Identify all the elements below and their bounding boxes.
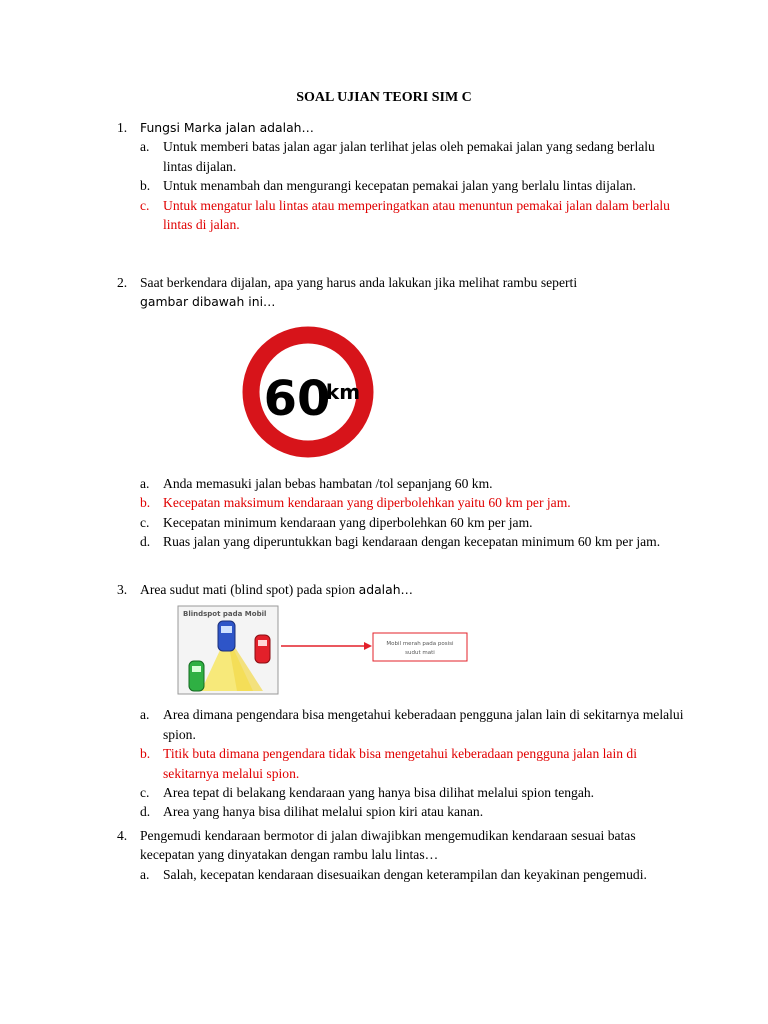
diagram-title: Blindspot pada Mobil	[183, 610, 267, 619]
option-text: Kecepatan maksimum kendaraan yang diperbolehkan yaitu 60 km per jam.	[163, 495, 571, 511]
option-a[interactable]	[140, 705, 687, 744]
option-text: Anda memasuki jalan bebas hambatan /tol sepanjang 60 km.	[163, 475, 493, 491]
option-text: Untuk mengatur lalu lintas atau memperingatkan atau menuntun pemakai jalan dalam berlalu lintas di jalan.	[163, 197, 670, 233]
pointer-arrowhead	[364, 642, 372, 650]
option-b[interactable]	[140, 176, 687, 195]
question-text-part-1: Area sudut mati (blind spot) pada spion	[140, 582, 359, 597]
question-text-part-2: adalah…	[358, 582, 413, 597]
question-text	[140, 273, 687, 312]
option-letter: b.	[140, 746, 151, 762]
diagram-note-line-1: Mobil merah pada posisi	[386, 641, 454, 648]
sign-unit: km	[325, 379, 361, 404]
page-title: SOAL UJIAN TEORI SIM C	[296, 90, 472, 105]
option-text: Area yang hanya bisa dilihat melalui spion kiri atau kanan.	[163, 804, 484, 820]
speed-limit-sign-graphic	[241, 319, 375, 465]
sign-number: 60	[263, 370, 331, 427]
car-red-window	[258, 640, 267, 646]
option-c[interactable]	[140, 783, 687, 802]
option-letter: a.	[140, 139, 150, 155]
option-text: Titik buta dimana pengendara tidak bisa mengetahui keberadaan pengguna jalan lain di sekitarnya melalui spion.	[163, 746, 637, 781]
option-letter: a.	[140, 866, 150, 882]
question-number: 4.	[117, 828, 128, 843]
car-green-window	[192, 666, 201, 672]
option-letter: d.	[140, 804, 151, 820]
option-text: Untuk memberi batas jalan agar jalan terlihat jelas oleh pemakai jalan yang sedang berlalu lintas dijalan.	[163, 139, 655, 174]
question-text-line-1: Saat berkendara dijalan, apa yang harus anda lakukan jika melihat rambu seperti	[140, 275, 578, 290]
option-b-correct[interactable]	[140, 744, 687, 783]
option-letter: b.	[140, 495, 151, 511]
option-letter: a.	[140, 475, 150, 491]
option-a[interactable]	[140, 474, 687, 493]
car-blue-icon	[218, 621, 235, 651]
option-text: Untuk menambah dan mengurangi kecepatan pemakai jalan yang berlalu lintas dijalan.	[163, 178, 636, 194]
option-d[interactable]	[140, 802, 687, 821]
option-a[interactable]	[140, 865, 687, 884]
option-c-correct[interactable]	[140, 196, 687, 235]
speed-limit-sign	[241, 319, 375, 465]
option-text: Ruas jalan yang diperuntukkan bagi kendaraan dengan kecepatan minimum 60 km per jam.	[163, 534, 661, 550]
question-number: 1.	[117, 120, 128, 135]
question-4	[117, 826, 687, 884]
question-2	[117, 273, 687, 551]
car-blue-window	[221, 626, 232, 633]
option-letter: b.	[140, 178, 151, 194]
diagram-note-box	[373, 633, 467, 661]
option-c[interactable]	[140, 513, 687, 532]
question-3	[117, 580, 687, 822]
question-1	[117, 118, 687, 234]
car-green-icon	[189, 661, 204, 691]
question-number: 3.	[117, 582, 128, 597]
option-text: Area tepat di belakang kendaraan yang hanya bisa dilihat melalui spion tengah.	[163, 785, 595, 801]
option-letter: c.	[140, 785, 150, 801]
option-letter: c.	[140, 197, 150, 213]
blindspot-diagram-graphic	[177, 605, 477, 695]
option-d[interactable]	[140, 532, 687, 551]
diagram-note-line-2: sudut mati	[405, 650, 435, 657]
question-number: 2.	[117, 275, 128, 290]
question-text: Pengemudi kendaraan bermotor di jalan diwajibkan mengemudikan kendaraan sesuai batas kecepatan yang dinyatakan dengan rambu lalu lintas…	[140, 828, 636, 863]
option-b-correct[interactable]	[140, 493, 687, 512]
question-text: Fungsi Marka jalan adalah…	[140, 120, 314, 135]
option-letter: c.	[140, 514, 150, 530]
option-letter: a.	[140, 707, 150, 723]
blindspot-diagram	[177, 605, 477, 695]
question-text-line-2: gambar dibawah ini…	[140, 294, 276, 310]
option-letter: d.	[140, 534, 151, 550]
question-text	[140, 580, 687, 599]
option-text: Salah, kecepatan kendaraan disesuaikan dengan keterampilan dan keyakinan pengemudi.	[163, 866, 647, 882]
option-text: Kecepatan minimum kendaraan yang diperbolehkan 60 km per jam.	[163, 514, 533, 530]
car-red-icon	[255, 635, 270, 663]
option-text: Area dimana pengendara bisa mengetahui keberadaan pengguna jalan lain di sekitarnya melalui spion.	[163, 707, 684, 742]
option-a[interactable]	[140, 137, 687, 176]
